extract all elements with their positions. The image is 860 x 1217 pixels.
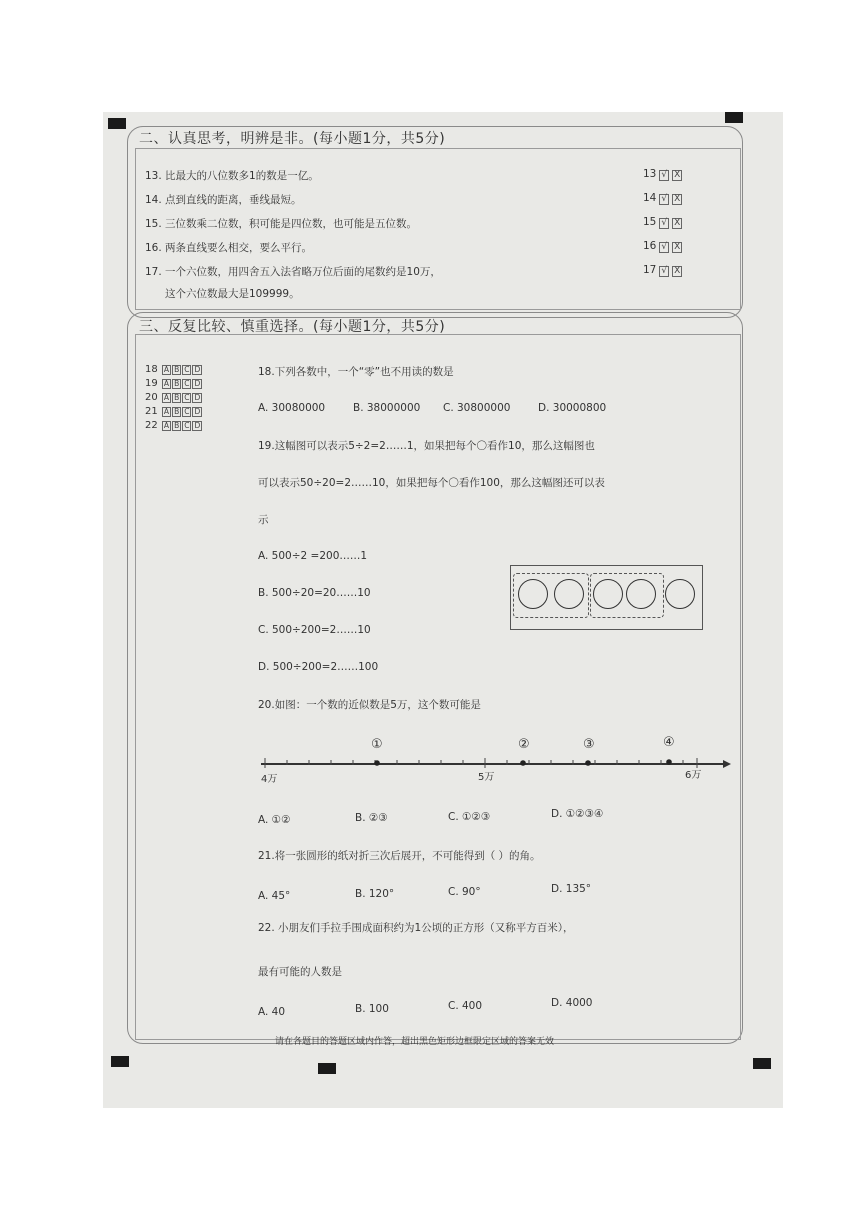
question-22-option-c: C. 400 xyxy=(448,1000,483,1012)
question-19-option-d: D. 500÷200=2……100 xyxy=(258,661,379,673)
question-19-option-b: B. 500÷20=20……10 xyxy=(258,587,371,599)
judgement-answer-14[interactable]: 14 √ X xyxy=(643,192,681,204)
judgement-item-16: 16. 两条直线要么相交，要么平行。 xyxy=(145,242,313,254)
registration-mark xyxy=(318,1063,336,1074)
true-box[interactable]: √ xyxy=(661,242,668,252)
question-18-option-d: D. 30000800 xyxy=(538,402,607,414)
option-c-box[interactable]: C xyxy=(184,365,190,374)
circle-icon xyxy=(518,579,548,609)
true-box[interactable]: √ xyxy=(661,194,668,204)
question-22-option-a: A. 40 xyxy=(258,1006,286,1018)
question-18-stem: 18.下列各数中，一个“零”也不用读的数是 xyxy=(258,366,454,378)
question-19-line2: 可以表示50÷20=2……10，如果把每个〇看作100，那么这幅图还可以表 xyxy=(258,477,605,489)
false-box[interactable]: X xyxy=(674,170,681,180)
choice-answer-21[interactable]: 21 A B C D xyxy=(145,406,201,417)
registration-mark xyxy=(753,1058,771,1069)
question-20-stem: 20.如图：一个数的近似数是5万，这个数可能是 xyxy=(258,699,481,711)
false-box[interactable]: X xyxy=(674,242,681,252)
question-18-option-b: B. 38000000 xyxy=(353,402,421,414)
mark-3: ③ xyxy=(583,737,595,752)
question-21-option-c: C. 90° xyxy=(448,886,481,898)
registration-mark xyxy=(111,1056,129,1067)
judgement-item-17: 17. 一个六位数，用四舍五入法省略万位后面的尾数约是10万， xyxy=(145,266,441,278)
registration-mark xyxy=(108,118,126,129)
judgement-item-14: 14. 点到直线的距离，垂线最短。 xyxy=(145,194,302,206)
question-19-option-c: C. 500÷200=2……10 xyxy=(258,624,371,636)
question-22-line1: 22. 小朋友们手拉手围成面积约为1公顷的正方形（又称平方百米）， xyxy=(258,922,574,934)
judgement-answer-17[interactable]: 17 √ X xyxy=(643,264,681,276)
section-judgement-title: 二、认真思考，明辨是非。(每小题1分，共5分) xyxy=(139,131,446,147)
false-box[interactable]: X xyxy=(674,266,681,276)
mark-2: ② xyxy=(518,737,530,752)
option-d-box[interactable]: D xyxy=(194,365,201,374)
axis-label-4wan: 4万 xyxy=(261,774,278,785)
judgement-answer-15[interactable]: 15 √ X xyxy=(643,216,681,228)
question-20-option-c: C. ①②③ xyxy=(448,811,491,823)
option-c-box[interactable]: C xyxy=(184,393,190,402)
option-d-box[interactable]: D xyxy=(194,407,201,416)
question-18-option-a: A. 30080000 xyxy=(258,402,326,414)
option-a-box[interactable]: A xyxy=(163,393,170,402)
option-d-box[interactable]: D xyxy=(194,379,201,388)
false-box[interactable]: X xyxy=(674,194,681,204)
question-19-line1: 19.这幅图可以表示5÷2=2……1，如果把每个〇看作10，那么这幅图也 xyxy=(258,440,595,452)
question-20-option-b: B. ②③ xyxy=(355,812,388,824)
true-box[interactable]: √ xyxy=(661,170,668,180)
option-b-box[interactable]: B xyxy=(174,393,180,402)
footer-notice: 请在各题目的答题区域内作答，超出黑色矩形边框限定区域的答案无效 xyxy=(275,1037,555,1047)
judgement-answer-16[interactable]: 16 √ X xyxy=(643,240,681,252)
choice-answer-22[interactable]: 22 A B C D xyxy=(145,420,201,431)
question-19-option-a: A. 500÷2 =200……1 xyxy=(258,550,368,562)
answer-sheet-paper xyxy=(103,112,783,1108)
option-b-box[interactable]: B xyxy=(174,421,180,430)
circle-icon xyxy=(593,579,623,609)
question-22-line2: 最有可能的人数是 xyxy=(258,966,342,978)
false-box[interactable]: X xyxy=(674,218,681,228)
choice-answer-19[interactable]: 19 A B C D xyxy=(145,378,201,389)
true-box[interactable]: √ xyxy=(661,266,668,276)
question-21-stem: 21.将一张圆形的纸对折三次后展开，不可能得到（ ）的角。 xyxy=(258,850,541,862)
number-line xyxy=(253,732,733,792)
question-21-option-a: A. 45° xyxy=(258,890,291,902)
choice-answer-18[interactable]: 18 A B C D xyxy=(145,364,201,375)
option-d-box[interactable]: D xyxy=(194,393,201,402)
question-21-option-b: B. 120° xyxy=(355,888,395,900)
question-22-option-d: D. 4000 xyxy=(551,997,593,1009)
option-b-box[interactable]: B xyxy=(174,379,180,388)
question-21-option-d: D. 135° xyxy=(551,883,592,895)
option-b-box[interactable]: B xyxy=(174,365,180,374)
option-b-box[interactable]: B xyxy=(174,407,180,416)
question-22-option-b: B. 100 xyxy=(355,1003,389,1015)
true-box[interactable]: √ xyxy=(661,218,668,228)
option-c-box[interactable]: C xyxy=(184,407,190,416)
axis-label-5wan: 5万 xyxy=(478,772,495,783)
option-c-box[interactable]: C xyxy=(184,421,190,430)
judgement-item-13: 13. 比最大的八位数多1的数是一亿。 xyxy=(145,170,319,182)
option-c-box[interactable]: C xyxy=(184,379,190,388)
section-choice-title: 三、反复比较、慎重选择。(每小题1分，共5分) xyxy=(139,319,446,335)
option-a-box[interactable]: A xyxy=(163,365,170,374)
choice-answer-20[interactable]: 20 A B C D xyxy=(145,392,201,403)
mark-4: ④ xyxy=(663,735,675,750)
judgement-item-17-line2: 这个六位数最大是109999。 xyxy=(165,288,300,300)
question-20-option-d: D. ①②③④ xyxy=(551,808,604,820)
judgement-answer-13[interactable]: 13 √ X xyxy=(643,168,681,180)
circle-icon xyxy=(626,579,656,609)
judgement-item-15: 15. 三位数乘二位数，积可能是四位数，也可能是五位数。 xyxy=(145,218,418,230)
axis-label-6wan: 6万 xyxy=(685,770,702,781)
question-20-option-a: A. ①② xyxy=(258,814,291,826)
mark-1: ① xyxy=(371,737,383,752)
option-a-box[interactable]: A xyxy=(163,407,170,416)
question-19-line3: 示 xyxy=(258,514,269,526)
circle-icon xyxy=(665,579,695,609)
circle-icon xyxy=(554,579,584,609)
option-a-box[interactable]: A xyxy=(163,421,170,430)
option-a-box[interactable]: A xyxy=(163,379,170,388)
registration-mark xyxy=(725,112,743,123)
option-d-box[interactable]: D xyxy=(194,421,201,430)
question-18-option-c: C. 30800000 xyxy=(443,402,511,414)
